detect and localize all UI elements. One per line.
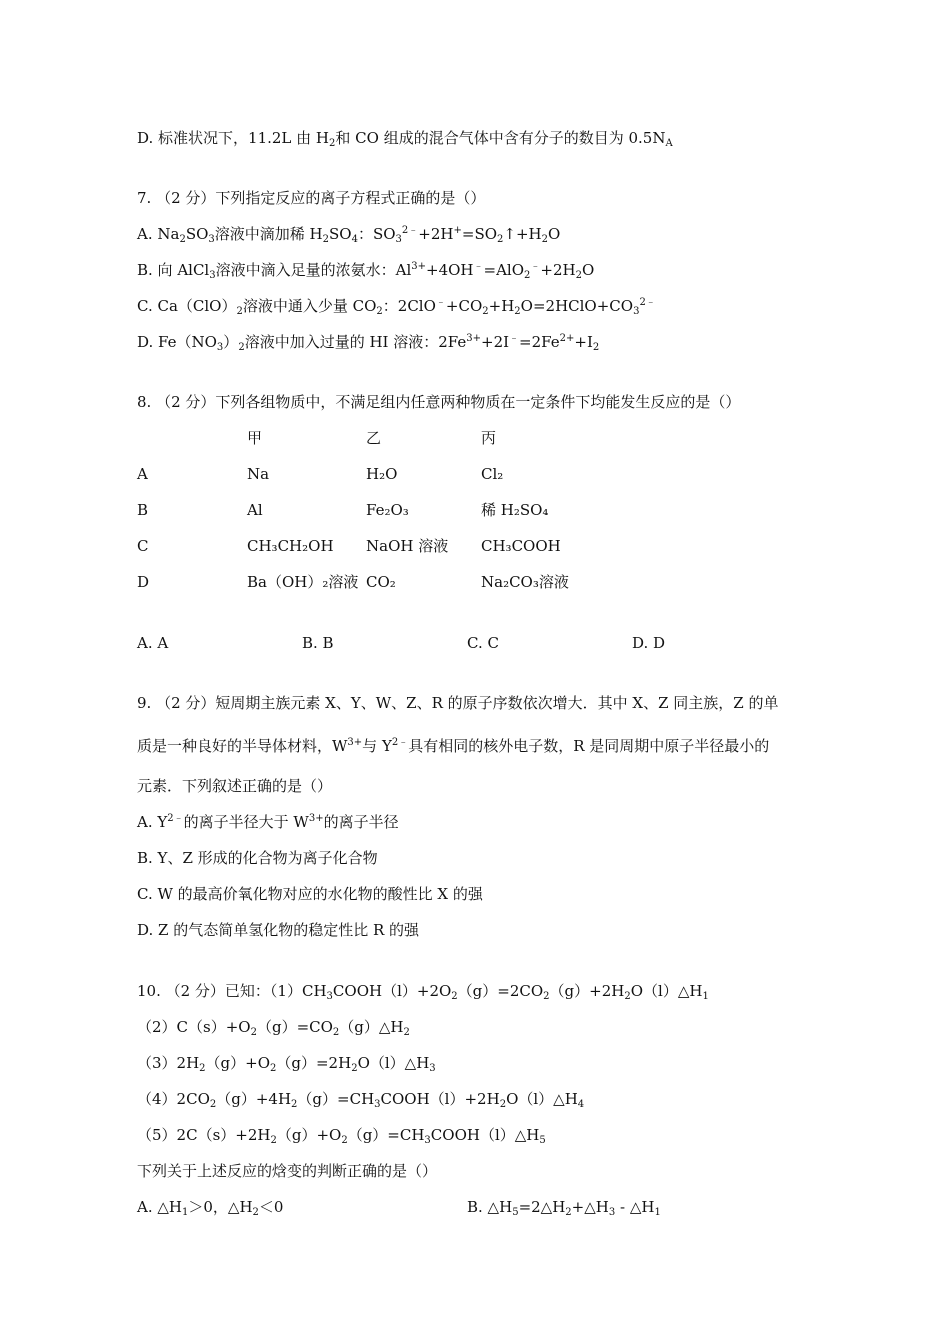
q10-question: 下列关于上述反应的焓变的判断正确的是（） (137, 1162, 438, 1180)
subscript: 5 (539, 1135, 546, 1146)
text-run: B. △H (467, 1198, 513, 1216)
superscript: 2﹣ (167, 813, 184, 824)
q7-option-b (137, 260, 594, 280)
table-row-label: D (137, 573, 150, 591)
text-run: O (581, 261, 595, 279)
table-header-bing: 丙 (481, 429, 497, 447)
q9-stem-line-1: 9. （2 分）短周期主族元素 X、Y、W、Z、R 的原子序数依次增大．其中 X、Z 同主族，Z 的单 (137, 694, 779, 712)
subscript: 3 (395, 234, 402, 245)
text-run: =2Fe (519, 333, 560, 351)
text-run: 溶液中加入过量的 HI 溶液：2Fe (244, 333, 467, 351)
subscript: 2 (252, 1207, 259, 1218)
table-cell: Fe₂O₃ (366, 501, 409, 519)
table-row-label: B (137, 501, 149, 519)
table-cell: 稀 H₂SO₄ (481, 501, 549, 519)
q10-stem (137, 981, 709, 1001)
q7-option-c (137, 296, 656, 316)
text-run: +2H (540, 261, 576, 279)
q9-stem-line-3: 元素．下列叙述正确的是（） (137, 777, 333, 795)
subscript: 4 (351, 234, 358, 245)
text-run: =AlO (483, 261, 524, 279)
text-run: O（l）△H (506, 1090, 578, 1108)
subscript: 2 (451, 991, 458, 1002)
subscript: 2 (351, 1063, 358, 1074)
text-run: ：SO (357, 225, 396, 243)
subscript: 2 (482, 306, 489, 317)
text-run: （g）+4H (216, 1090, 292, 1108)
text-run: SO (185, 225, 209, 243)
subscript: 2 (341, 1135, 348, 1146)
q10-option-b (467, 1197, 661, 1217)
text-run: 溶液中通入少量 CO (242, 297, 377, 315)
q7-option-a (137, 224, 560, 244)
text-run: （g）=CO (256, 1018, 333, 1036)
subscript: 4 (577, 1099, 585, 1110)
text-run: C. Ca（ClO） (137, 297, 237, 315)
text-run: （2）C（s）+O (137, 1018, 251, 1036)
subscript: 2 (329, 138, 336, 149)
superscript: 2﹣ (401, 225, 419, 236)
table-cell: CH₃CH₂OH (247, 537, 334, 555)
q7-option-d (137, 332, 599, 352)
text-run: （g）+O (205, 1054, 271, 1072)
superscript: + (453, 225, 462, 236)
subscript: 3 (208, 234, 215, 245)
subscript: 2 (209, 1099, 217, 1110)
subscript: 5 (512, 1207, 519, 1218)
text-run: +H (488, 297, 515, 315)
table-header-jia: 甲 (247, 429, 263, 447)
text-run: （g）=2H (276, 1054, 352, 1072)
text-run: O（l）△H (630, 982, 703, 1000)
table-cell: CH₃COOH (481, 537, 561, 555)
table-row-label: A (137, 465, 148, 483)
table-cell: Na (247, 465, 270, 483)
subscript: 2 (543, 991, 550, 1002)
subscript: 3 (424, 1135, 431, 1146)
text-run: +△H (571, 1198, 609, 1216)
text-run: （g）=CH (347, 1126, 425, 1144)
table-cell: NaOH 溶液 (366, 537, 449, 555)
text-run: COOH（l）△H (430, 1126, 540, 1144)
subscript: 2 (236, 306, 243, 317)
superscript: 2﹣ (639, 297, 656, 308)
text-run: O=2HClO+CO (520, 297, 634, 315)
superscript: 3+ (308, 813, 324, 824)
text-run: +I (574, 333, 593, 351)
text-run: +2I (481, 333, 510, 351)
subscript: 2 (376, 306, 383, 317)
text-run: （g）=2CO (457, 982, 544, 1000)
q9-option-d: D. Z 的气态简单氢化物的稳定性比 R 的强 (137, 921, 420, 939)
subscript: 1 (182, 1207, 189, 1218)
text-run: 与 Y (362, 737, 392, 755)
subscript: 2 (524, 270, 531, 281)
superscript: ﹣ (435, 297, 446, 308)
superscript: ﹣ (530, 261, 541, 272)
text-run: （g）△H (339, 1018, 404, 1036)
subscript: 2 (270, 1135, 277, 1146)
q10-reaction-4 (137, 1089, 584, 1109)
subscript: 3 (374, 1099, 381, 1110)
text-run: 的离子半径 (323, 813, 399, 831)
q9-stem-line-2 (137, 736, 769, 756)
subscript: 2 (332, 1027, 340, 1038)
subscript: 2 (624, 991, 631, 1002)
text-run: COOH（l）+2O (332, 982, 452, 1000)
text-run: （g）+2H (549, 982, 625, 1000)
subscript: 3 (209, 270, 216, 281)
subscript: 3 (326, 991, 333, 1002)
text-run: +2H (418, 225, 454, 243)
subscript: 2 (322, 234, 329, 245)
text-run: ↑+H (503, 225, 542, 243)
superscript: ﹣ (509, 333, 520, 344)
subscript: A (665, 138, 673, 149)
superscript: 3+ (466, 333, 481, 344)
subscript: 2 (499, 1099, 507, 1110)
q8-option-c: C. C (467, 634, 499, 652)
subscript: 3 (608, 1207, 616, 1218)
table-cell: H₂O (366, 465, 398, 483)
text-run: B. 向 AlCl (137, 261, 210, 279)
text-run: SO (329, 225, 352, 243)
text-run: ＜0 (258, 1198, 284, 1216)
q8-option-a: A. A (137, 634, 169, 652)
superscript: 2﹣ (391, 737, 409, 748)
superscript: 3+ (411, 261, 426, 272)
q9-option-c: C. W 的最高价氧化物对应的水化物的酸性比 X 的强 (137, 885, 483, 903)
subscript: 2 (179, 234, 186, 245)
text-run: 溶液中滴加稀 H (214, 225, 323, 243)
q7-stem: 7. （2 分）下列指定反应的离子方程式正确的是（） (137, 189, 486, 207)
q6-option-d (137, 128, 673, 148)
text-run: （5）2C（s）+2H (137, 1126, 271, 1144)
text-run: O (548, 225, 561, 243)
text-run: 的离子半径大于 W (183, 813, 309, 831)
table-cell: Al (247, 501, 263, 519)
text-run: （3）2H (137, 1054, 200, 1072)
subscript: 1 (654, 1207, 661, 1218)
q10-reaction-2 (137, 1017, 410, 1037)
subscript: 3 (633, 306, 640, 317)
text-run: 具有相同的核外电子数，R 是同周期中原子半径最小的 (408, 737, 770, 755)
text-run: - △H (615, 1198, 655, 1216)
text: D. 标准状况下，11.2L 由 H (137, 129, 330, 147)
subscript: 3 (429, 1063, 436, 1074)
text-run: （g）=CH (297, 1090, 375, 1108)
table-cell: Cl₂ (481, 465, 504, 483)
table-header-yi: 乙 (366, 429, 382, 447)
subscript: 2 (270, 1063, 277, 1074)
table-cell: CO₂ (366, 573, 396, 591)
text-run: COOH（l）+2H (380, 1090, 500, 1108)
text-run: ＞0，△H (188, 1198, 253, 1216)
text-run: 质是一种良好的半导体材料，W (137, 737, 348, 755)
superscript: 3+ (347, 737, 363, 748)
table-cell: Na₂CO₃溶液 (481, 573, 569, 591)
q8-option-b: B. B (302, 634, 334, 652)
text-run: O（l）△H (357, 1054, 430, 1072)
q9-option-a (137, 812, 399, 832)
subscript: 2 (592, 342, 600, 353)
table-cell: Ba（OH）₂溶液 (247, 573, 359, 591)
text-run: ） (223, 333, 239, 351)
q8-stem: 8. （2 分）下列各组物质中，不满足组内任意两种物质在一定条件下均能发生反应的是（） (137, 393, 741, 411)
text-run: +CO (445, 297, 483, 315)
subscript: 2 (291, 1099, 298, 1110)
text-run: A. Na (137, 225, 180, 243)
text-run: A. Y (137, 813, 168, 831)
text-run: =SO (461, 225, 498, 243)
text: 和 CO 组成的混合气体中含有分子的数目为 0.5N (335, 129, 666, 147)
subscript: 2 (403, 1027, 410, 1038)
subscript: 2 (238, 342, 245, 353)
subscript: 2 (250, 1027, 257, 1038)
subscript: 2 (565, 1207, 572, 1218)
text-run: （g）+O (276, 1126, 342, 1144)
subscript: 2 (199, 1063, 206, 1074)
subscript: 3 (216, 342, 224, 353)
text-run: A. △H (137, 1198, 182, 1216)
q8-option-d: D. D (632, 634, 666, 652)
table-row-label: C (137, 537, 149, 555)
text-run: 10. （2 分）已知：（1）CH (137, 982, 327, 1000)
q10-reaction-3 (137, 1053, 436, 1073)
q9-option-b: B. Y、Z 形成的化合物为离子化合物 (137, 849, 378, 867)
text-run: +4OH (426, 261, 474, 279)
text-run: （4）2CO (137, 1090, 210, 1108)
subscript: 2 (575, 270, 582, 281)
text-run: D. Fe（NO (137, 333, 217, 351)
text-run: =2△H (518, 1198, 566, 1216)
superscript: ﹣ (473, 261, 484, 272)
q10-reaction-5 (137, 1125, 546, 1145)
subscript: 2 (541, 234, 548, 245)
text-run: 溶液中滴入足量的浓氨水：Al (215, 261, 412, 279)
superscript: 2+ (559, 333, 575, 344)
subscript: 2 (514, 306, 521, 317)
subscript: 1 (702, 991, 709, 1002)
text-run: ：2ClO (382, 297, 436, 315)
q10-option-a (137, 1197, 283, 1217)
subscript: 2 (497, 234, 504, 245)
